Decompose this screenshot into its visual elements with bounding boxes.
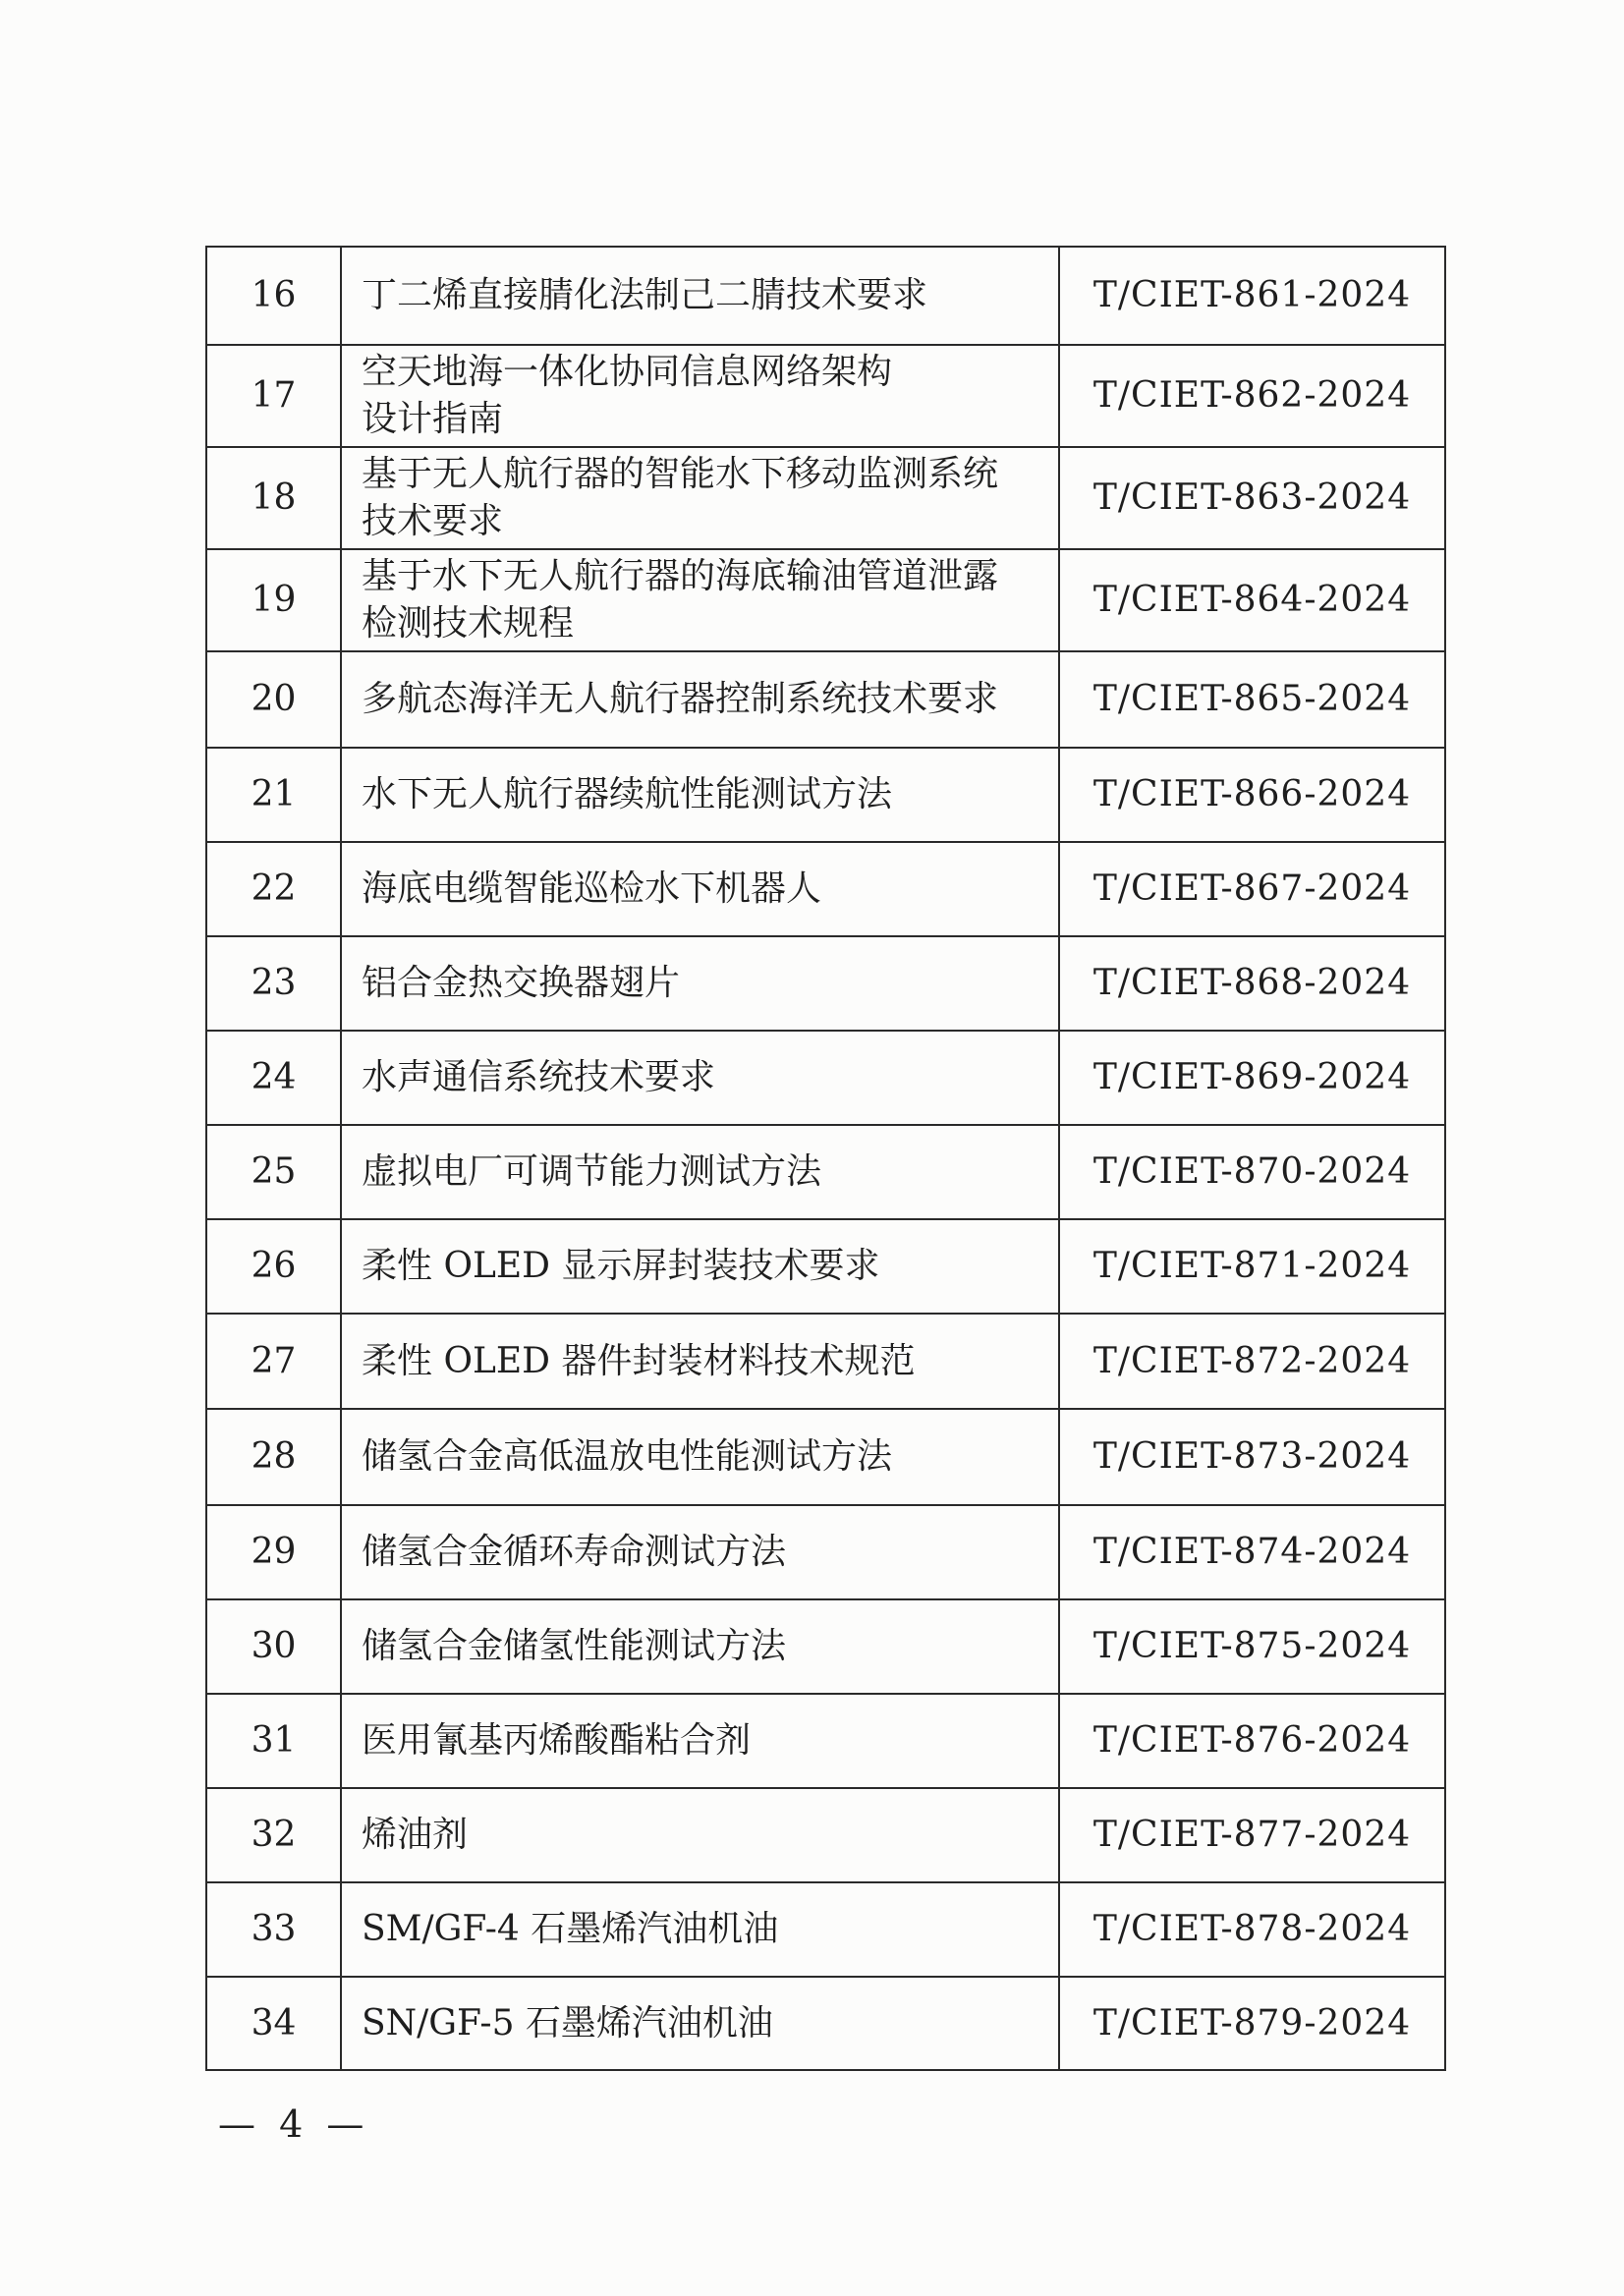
row-number: 34 <box>206 1977 341 2070</box>
table-row <box>206 1125 1445 1219</box>
standard-name: 柔性 OLED 显示屏封装技术要求 <box>341 1219 1059 1314</box>
standard-name: 海底电缆智能巡检水下机器人 <box>341 842 1059 936</box>
standard-code: T/CIET-861-2024 <box>1059 247 1445 345</box>
row-number: 25 <box>206 1125 341 1219</box>
row-number: 28 <box>206 1409 341 1505</box>
standard-code: T/CIET-877-2024 <box>1059 1788 1445 1882</box>
row-number: 24 <box>206 1031 341 1125</box>
row-number: 20 <box>206 651 341 748</box>
table-row <box>206 447 1445 549</box>
table-row <box>206 1599 1445 1694</box>
table-row <box>206 1694 1445 1788</box>
standard-name: 柔性 OLED 器件封装材料技术规范 <box>341 1314 1059 1409</box>
standard-name-line: 技术要求 <box>362 501 504 541</box>
row-number: 19 <box>206 549 341 651</box>
table-row <box>206 842 1445 936</box>
table-row <box>206 1788 1445 1882</box>
standard-code: T/CIET-875-2024 <box>1059 1599 1445 1694</box>
standard-name-line: 基于无人航行器的智能水下移动监测系统 <box>362 454 999 494</box>
standard-code: T/CIET-866-2024 <box>1059 748 1445 842</box>
row-number: 26 <box>206 1219 341 1314</box>
row-number: 33 <box>206 1882 341 1977</box>
standard-code: T/CIET-879-2024 <box>1059 1977 1445 2070</box>
standard-name <box>341 549 1059 651</box>
standard-code: T/CIET-876-2024 <box>1059 1694 1445 1788</box>
standard-name-line: 空天地海一体化协同信息网络架构 <box>362 352 893 392</box>
standard-name: 铝合金热交换器翅片 <box>341 936 1059 1031</box>
table-row <box>206 1505 1445 1599</box>
standard-code: T/CIET-873-2024 <box>1059 1409 1445 1505</box>
standard-name: 水下无人航行器续航性能测试方法 <box>341 748 1059 842</box>
table-row <box>206 1031 1445 1125</box>
standard-name: 虚拟电厂可调节能力测试方法 <box>341 1125 1059 1219</box>
standard-code: T/CIET-863-2024 <box>1059 447 1445 549</box>
table-row <box>206 549 1445 651</box>
standard-name: 多航态海洋无人航行器控制系统技术要求 <box>341 651 1059 748</box>
row-number: 21 <box>206 748 341 842</box>
standard-code: T/CIET-870-2024 <box>1059 1125 1445 1219</box>
row-number: 22 <box>206 842 341 936</box>
table-row <box>206 1409 1445 1505</box>
standard-name: SN/GF-5 石墨烯汽油机油 <box>341 1977 1059 2070</box>
page-number: — 4 — <box>218 2102 370 2146</box>
row-number: 31 <box>206 1694 341 1788</box>
standard-name-line: 检测技术规程 <box>362 603 575 644</box>
standard-name <box>341 345 1059 447</box>
standard-code: T/CIET-862-2024 <box>1059 345 1445 447</box>
standard-name: 水声通信系统技术要求 <box>341 1031 1059 1125</box>
standard-name-line: 基于水下无人航行器的海底输油管道泄露 <box>362 556 999 596</box>
standard-code: T/CIET-868-2024 <box>1059 936 1445 1031</box>
standard-name: 医用氰基丙烯酸酯粘合剂 <box>341 1694 1059 1788</box>
standard-code: T/CIET-872-2024 <box>1059 1314 1445 1409</box>
standard-name: 储氢合金高低温放电性能测试方法 <box>341 1409 1059 1505</box>
row-number: 32 <box>206 1788 341 1882</box>
table-row <box>206 1882 1445 1977</box>
table-row <box>206 936 1445 1031</box>
standard-code: T/CIET-874-2024 <box>1059 1505 1445 1599</box>
table-row <box>206 748 1445 842</box>
table-row <box>206 345 1445 447</box>
standard-code: T/CIET-864-2024 <box>1059 549 1445 651</box>
standard-name: 丁二烯直接腈化法制己二腈技术要求 <box>341 247 1059 345</box>
standard-code: T/CIET-865-2024 <box>1059 651 1445 748</box>
standard-name <box>341 447 1059 549</box>
standard-name: 烯油剂 <box>341 1788 1059 1882</box>
table-row <box>206 1977 1445 2070</box>
standard-code: T/CIET-878-2024 <box>1059 1882 1445 1977</box>
standard-code: T/CIET-871-2024 <box>1059 1219 1445 1314</box>
standard-code: T/CIET-867-2024 <box>1059 842 1445 936</box>
table-row <box>206 247 1445 345</box>
row-number: 17 <box>206 345 341 447</box>
standard-name-line: 设计指南 <box>362 399 504 439</box>
row-number: 16 <box>206 247 341 345</box>
row-number: 29 <box>206 1505 341 1599</box>
row-number: 18 <box>206 447 341 549</box>
standard-name: 储氢合金储氢性能测试方法 <box>341 1599 1059 1694</box>
standards-table <box>205 246 1446 2071</box>
standard-name: 储氢合金循环寿命测试方法 <box>341 1505 1059 1599</box>
standard-code: T/CIET-869-2024 <box>1059 1031 1445 1125</box>
table-row <box>206 1314 1445 1409</box>
row-number: 27 <box>206 1314 341 1409</box>
table-row <box>206 651 1445 748</box>
row-number: 30 <box>206 1599 341 1694</box>
table-row <box>206 1219 1445 1314</box>
standard-name: SM/GF-4 石墨烯汽油机油 <box>341 1882 1059 1977</box>
row-number: 23 <box>206 936 341 1031</box>
